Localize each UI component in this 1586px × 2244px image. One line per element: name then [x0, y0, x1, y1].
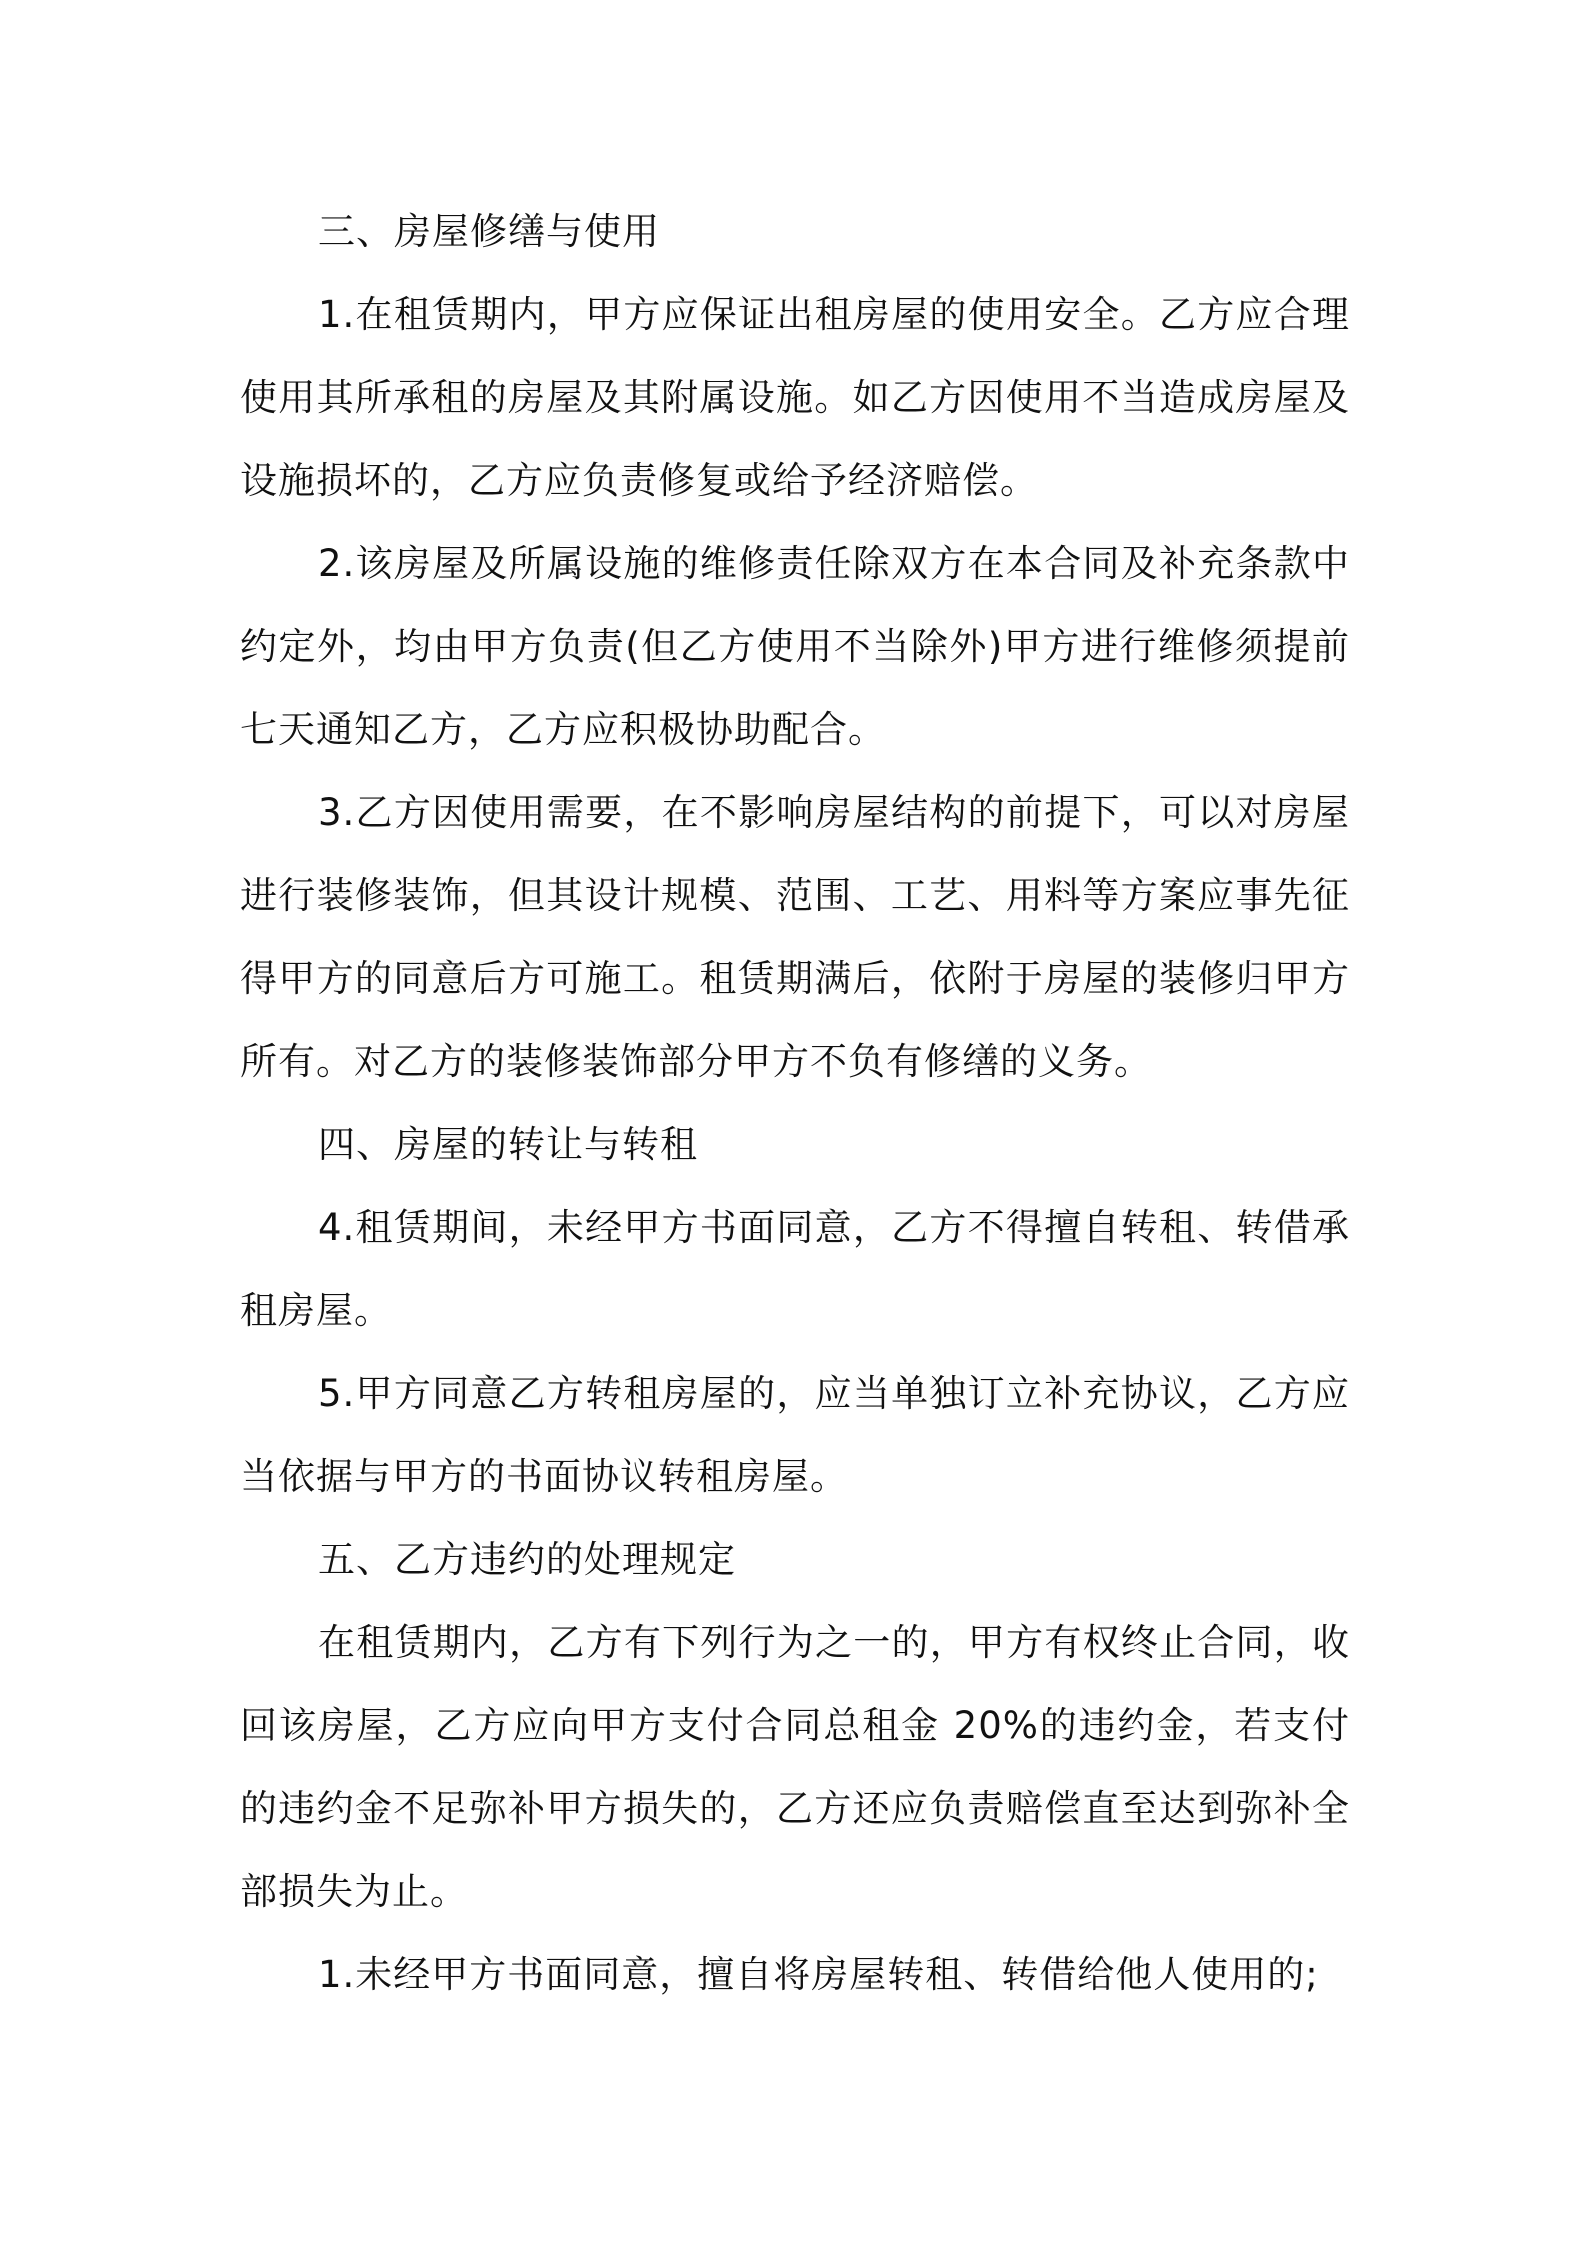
document-body	[240, 190, 1350, 2016]
clause-5-intro: 在租赁期内，乙方有下列行为之一的，甲方有权终止合同，收回该房屋，乙方应向甲方支付合同总租金 20%的违约金，若支付的违约金不足弥补甲方损失的，乙方还应负责赔偿直至达到弥补全部损失为止。	[240, 1621, 1350, 1913]
section-heading-5: 五、乙方违约的处理规定	[318, 1538, 736, 1581]
section-heading-4: 四、房屋的转让与转租	[318, 1123, 698, 1166]
clause-5-1: 1.未经甲方书面同意，擅自将房屋转租、转借给他人使用的;	[318, 1953, 1319, 1996]
clause-4-5: 5.甲方同意乙方转租房屋的，应当单独订立补充协议，乙方应当依据与甲方的书面协议转租房屋。	[240, 1372, 1350, 1498]
clause-3-2: 2.该房屋及所属设施的维修责任除双方在本合同及补充条款中约定外，均由甲方负责(但乙方使用不当除外)甲方进行维修须提前七天通知乙方，乙方应积极协助配合。	[240, 542, 1350, 751]
clause-3-1: 1.在租赁期内，甲方应保证出租房屋的使用安全。乙方应合理使用其所承租的房屋及其附属设施。如乙方因使用不当造成房屋及设施损坏的，乙方应负责修复或给予经济赔偿。	[240, 293, 1350, 502]
clause-4-4: 4.租赁期间，未经甲方书面同意，乙方不得擅自转租、转借承租房屋。	[240, 1206, 1350, 1332]
section-heading-3: 三、房屋修缮与使用	[318, 210, 660, 253]
clause-3-3: 3.乙方因使用需要，在不影响房屋结构的前提下，可以对房屋进行装修装饰，但其设计规模、范围、工艺、用料等方案应事先征得甲方的同意后方可施工。租赁期满后，依附于房屋的装修归甲方所有。对乙方的装修装饰部分甲方不负有修缮的义务。	[240, 791, 1350, 1083]
